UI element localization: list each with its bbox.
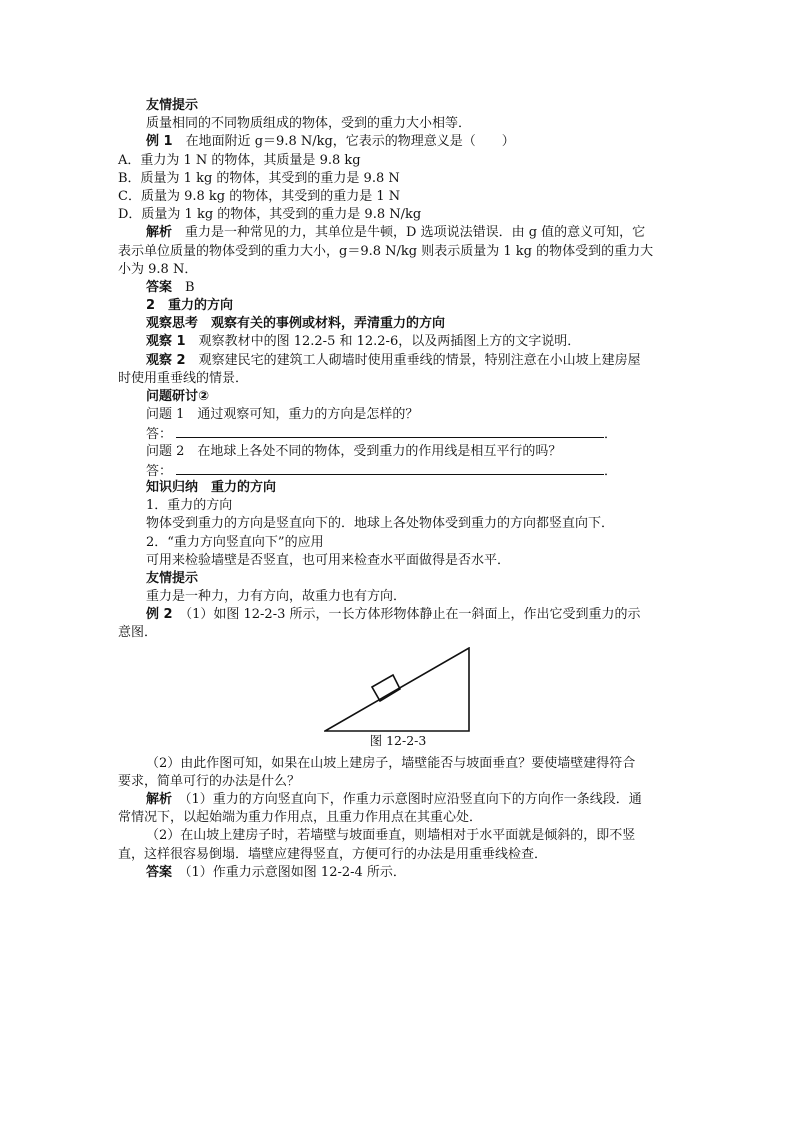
example1-label: 例 1 [146,134,173,150]
answer2-blank[interactable] [176,461,604,475]
discuss-title: 问题研讨② [146,389,210,404]
observe-title: 观察思考 观察有关的事例或材料，弄清重力的方向 [146,316,446,332]
example2-q1-line2: 意图． [118,625,158,641]
answer2-row [118,461,678,479]
figure-caption: 图 12-2-3 [369,732,427,748]
example1-analysis-label: 解析 [146,225,173,241]
example1-analysis-line2: 表示单位质量的物体受到的重力大小，g＝9.8 N/kg 则表示质量为 1 kg 的物体受到的重力大 [118,243,654,259]
incline-diagram [324,647,470,733]
answer1-end: ． [604,427,618,443]
example2-answer-value: （1）作重力示意图如图 12-2-4 所示． [185,864,406,880]
summary-item1: 1．重力的方向 [146,498,233,514]
block-on-incline [372,675,400,701]
example2-answer-label: 答案 [146,864,173,880]
example2-answer [118,864,678,882]
answer1-blank[interactable] [176,424,604,438]
incline-triangle [325,648,469,731]
summary-title: 知识归纳 重力的方向 [146,479,277,495]
answer1-label: 答： [146,427,173,443]
example2-label: 例 2 [146,607,173,623]
question2: 问题 2 在地球上各处不同的物体，受到重力的作用线是相互平行的吗？ [146,443,562,459]
example1-answer-label: 答案 [146,279,173,295]
summary-item2: 2．“重力方向竖直向下”的应用 [146,534,324,550]
observe2-line2: 时使用重垂线的情景． [118,370,249,386]
observe2-line1: 观察建民宅的建筑工人砌墙时使用重垂线的情景，特别注意在小山坡上建房屋 [198,352,641,368]
example1-option-c: C．质量为 9.8 kg 的物体，其受到的重力是 1 N [118,188,401,204]
example2-analysis2-line1: （2）在山坡上建房子时，若墙壁与坡面垂直，则墙相对于水平面就是倾斜的，即不竖 [146,828,636,844]
example2-q2-line1: （2）由此作图可知，如果在山坡上建房子，墙壁能否与坡面垂直？要使墙壁建得符合 [146,755,636,771]
example1-answer [118,279,678,297]
example2-analysis [118,791,678,809]
figure-incline [118,643,678,755]
example2-q2-line2: 要求，简单可行的办法是什么？ [118,773,301,789]
answer2-end: ． [604,463,618,479]
answer2-label: 答： [146,463,173,479]
tip1-text: 质量相同的不同物质组成的物体，受到的重力大小相等． [146,116,472,132]
observe2-label: 观察 2 [146,352,186,368]
example2-q1-line1: （1）如图 12-2-3 所示，一长方体形物体静止在一斜面上，作出它受到重力的示 [185,607,641,623]
example1-question-text: 在地面附近 g＝9.8 N/kg，它表示的物理意义是（ ） [185,134,515,150]
document-page [118,97,678,882]
observe1-label: 观察 1 [146,334,186,350]
example1-option-a: A．重力为 1 N 的物体，其质量是 9.8 kg [118,152,361,168]
tip1-title: 友情提示 [146,98,199,113]
example1-option-d: D．质量为 1 kg 的物体，其受到的重力是 9.8 N/kg [118,207,422,223]
observe1 [118,333,678,351]
example1-answer-value: B [185,279,195,295]
tip2-text: 重力是一种力，力有方向，故重力也有方向． [146,589,407,605]
example2-analysis-label: 解析 [146,792,173,807]
summary-item1-text: 物体受到重力的方向是竖直向下的．地球上各处物体受到重力的方向都竖直向下． [146,516,615,532]
section2-heading: 2 重力的方向 [146,298,234,314]
example1-option-b: B．质量为 1 kg 的物体，其受到的重力是 9.8 N [118,170,400,186]
example2-question1 [118,606,678,624]
observe1-text: 观察教材中的图 12.2-5 和 12.2-6，以及两插图上方的文字说明． [198,334,581,350]
observe2 [118,352,678,370]
example1-analysis-line1: 重力是一种常见的力，其单位是牛顿，D 选项说法错误．由 g 值的意义可知，它 [185,225,646,241]
example1-analysis [118,224,678,242]
question1: 问题 1 通过观察可知，重力的方向是怎样的？ [146,407,419,423]
summary-item2-text: 可用来检验墙壁是否竖直，也可用来检查水平面做得是否水平． [146,552,511,568]
tip2-title: 友情提示 [146,570,199,586]
answer1-row [118,424,678,442]
example2-analysis1-line2: 常情况下，以起始端为重力作用点，且重力作用点在其重心处． [118,810,483,826]
example2-analysis1-line1: （1）重力的方向竖直向下，作重力示意图时应沿竖直向下的方向作一条线段．通 [185,792,642,807]
example2-analysis2-line2: 直，这样很容易倒塌．墙壁应建得竖直，方便可行的办法是用重垂线检查． [118,846,548,862]
example1-question [118,133,678,151]
example1-analysis-line3: 小为 9.8 N． [118,261,198,277]
